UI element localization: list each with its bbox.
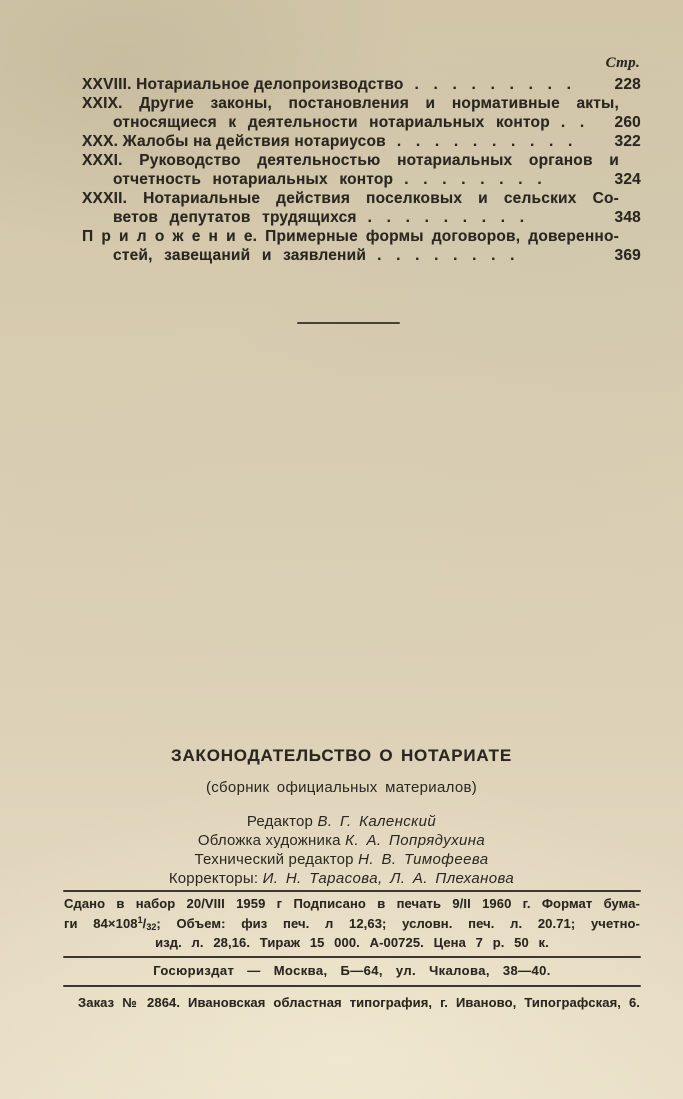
toc-entry-text: ветов депутатов трудящихся: [113, 209, 357, 226]
toc-page-number: 348: [614, 209, 641, 226]
credit-name: В. Г. Каленский: [317, 813, 437, 830]
imprint-text: [63, 892, 641, 956]
toc-page-number: 228: [614, 76, 641, 93]
credit-name: Н. В. Тимофеева: [358, 851, 489, 868]
toc-page-number: 324: [614, 171, 641, 188]
credit-name: К. А. Попрядухина: [345, 832, 486, 849]
toc-dot-leader: . . . . . . . . .: [414, 76, 572, 93]
toc-row: [82, 113, 641, 132]
credit-label: Корректоры:: [168, 870, 259, 887]
toc-dot-leader: . . . . . . . .: [404, 171, 542, 188]
toc-dot-leader: . . . . . . . . . .: [396, 133, 573, 150]
format-text-tail: ; Объем: физ печ. л 12,63; условн. печ. л. 20.71; учетно-: [156, 916, 640, 931]
toc-row: [82, 208, 641, 227]
page-column-header: Стр.: [605, 55, 640, 71]
format-subscript: 32: [146, 922, 157, 932]
publisher-address-line: Госюриздат — Москва, Б—64, ул. Чкалова, 38—40.: [153, 963, 551, 978]
section-end-divider: [297, 322, 400, 324]
toc-row: П р и л о ж е н и е. Примерные формы договоров, доверенно-: [82, 228, 619, 245]
toc-row: [82, 246, 641, 265]
print-order-line: Заказ № 2864. Ивановская областная типография, г. Иваново, Типографская, 6.: [78, 995, 640, 1010]
toc-row: [82, 170, 641, 189]
toc-entry-text: XXVIII. Нотариальное делопроизводство: [82, 76, 404, 93]
book-subtitle: (сборник официальных материалов): [205, 779, 478, 796]
toc-row: XXXI. Руководство деятельностью нотариальных органов и: [82, 152, 619, 169]
credit-line: [0, 812, 683, 831]
imprint-line-3: изд. л. 28,16. Тираж 15 000. А-00725. Цена 7 р. 50 к.: [155, 935, 549, 950]
toc-entry-text: отчетность нотариальных контор: [113, 171, 394, 188]
toc-row: XXXII. Нотариальные действия поселковых и сельских Со-: [82, 190, 619, 207]
credit-line: [0, 850, 683, 869]
toc-entry-text: XXX. Жалобы на действия нотариусов: [82, 133, 386, 150]
toc-page-number: 369: [614, 247, 641, 264]
toc-row: [82, 75, 641, 94]
imprint-line-1: Сдано в набор 20/VIII 1959 г Подписано в печать 9/II 1960 г. Формат бума-: [64, 896, 640, 911]
toc-entry-text: стей, завещаний и заявлений: [113, 247, 367, 264]
format-text: ги 84×108: [64, 916, 138, 931]
credit-line: [0, 831, 683, 850]
toc-dot-leader: . . . . . . . . .: [367, 209, 525, 226]
toc-row: [82, 132, 641, 151]
credit-label: Обложка художника: [197, 832, 341, 849]
credit-label: Редактор: [246, 813, 314, 830]
table-of-contents: [82, 54, 641, 265]
imprint-line-2: [64, 912, 640, 935]
imprint-block: [63, 890, 641, 1011]
credit-name: И. Н. Тарасова, Л. А. Плеханова: [262, 870, 515, 887]
toc-entry-text: относящиеся к деятельности нотариальных контор: [113, 114, 550, 131]
credit-label: Технический редактор: [194, 851, 354, 868]
toc-dot-leader: . .: [560, 114, 585, 131]
toc-page-number: 322: [614, 133, 641, 150]
credits-block: [0, 812, 683, 888]
book-title: ЗАКОНОДАТЕЛЬСТВО О НОТАРИАТЕ: [171, 746, 512, 765]
format-fraction-slash: /: [142, 916, 147, 931]
toc-dot-leader: . . . . . . . .: [377, 247, 515, 264]
toc-page-number: 260: [614, 114, 641, 131]
credit-line: [0, 869, 683, 888]
toc-row: XXIX. Другие законы, постановления и нормативные акты,: [82, 95, 619, 112]
format-superscript: 1: [137, 915, 143, 925]
